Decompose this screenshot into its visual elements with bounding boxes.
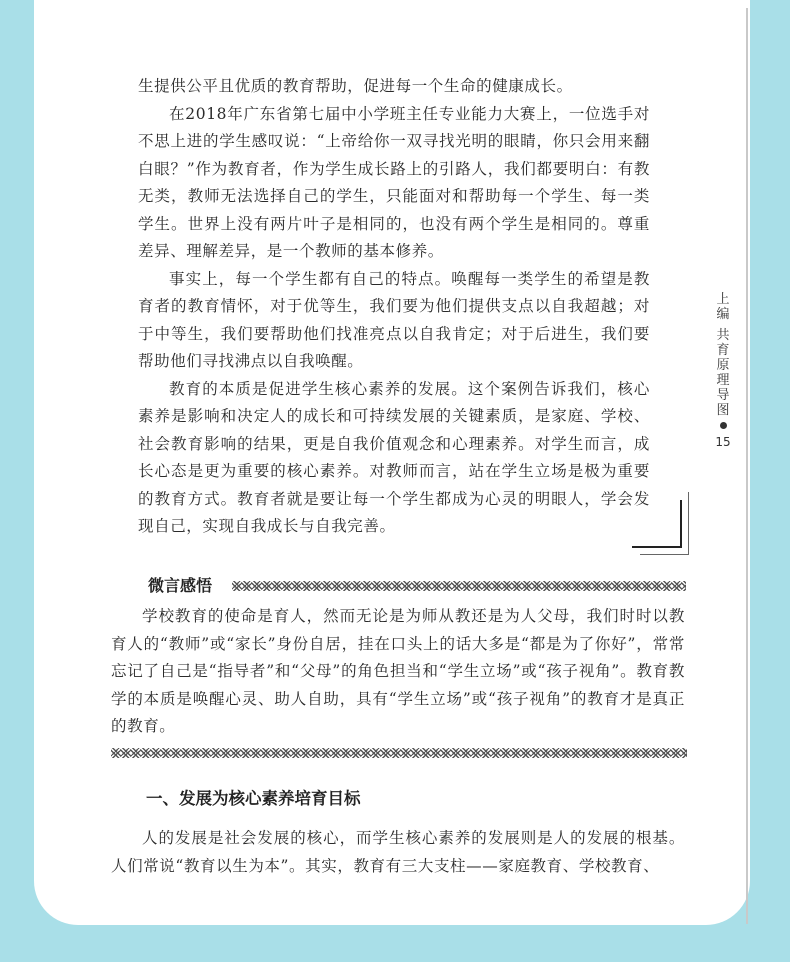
page-edge-line	[746, 8, 748, 924]
side-part-label: 上 编	[716, 292, 730, 322]
zigzag-divider-top	[232, 581, 686, 591]
weiyan-title: 微言感悟	[148, 576, 213, 595]
side-chapter-label: 共 育 原 理 导 图	[716, 328, 730, 418]
paragraph: 事实上，每一个学生都有自己的特点。唤醒每一类学生的希望是教育者的教育情怀，对于优等生，我们要为他们提供支点以自我超越；对于中等生，我们要帮助他们找准亮点以自我肯定；对于后进生，我们要帮助他们寻找沸点以自我唤醒。	[138, 269, 650, 370]
paragraph: 教育的本质是促进学生核心素养的发展。这个案例告诉我们，核心素养是影响和决定人的成长和可持续发展的关键素质，是家庭、学校、社会教育影响的结果，更是自我价值观念和心理素养。对学生而言，成长心态是更为重要的核心素养。对教师而言，站在学生立场是极为重要的教育方式。教育者就是要让每一个学生都成为心灵的明眼人，学会发现自己，实现自我成长与自我完善。	[138, 379, 650, 535]
paragraph: 在2018年广东省第七届中小学班主任专业能力大赛上，一位选手对不思上进的学生感叹说：“上帝给你一双寻找光明的眼睛，你只会用来翻白眼？”作为教育者，作为学生成长路上的引路人，我们都要明白：有教无类，教师无法选择自己的学生，只能面对和帮助每一个学生、每一类学生。世界上没有两片叶子是相同的，也没有两个学生是相同的。尊重差异、理解差异，是一个教师的基本修养。	[138, 104, 650, 260]
paragraph: 生提供公平且优质的教育帮助，促进每一个生命的健康成长。	[138, 77, 573, 95]
page-number: 15	[715, 435, 731, 449]
side-tab	[708, 292, 738, 450]
zigzag-divider-bottom	[111, 748, 687, 758]
section-heading: 一、发展为核心素养培育目标	[146, 789, 361, 808]
side-dot-icon	[720, 422, 727, 429]
weiyan-text-block	[111, 603, 685, 741]
weiyan-paragraph: 学校教育的使命是育人，然而无论是为师从教还是为人父母，我们时时以教育人的“教师”或“家长”身份自居，挂在口头上的话大多是“都是为了你好”，常常忘记了自己是“指导者”和“父母”的角色担当和“学生立场”或“孩子视角”。教育教学的本质是唤醒心灵、助人自助，具有“学生立场”或“孩子视角”的教育才是真正的教育。	[111, 607, 685, 735]
section-paragraph: 人的发展是社会发展的核心，而学生核心素养的发展则是人的发展的根基。人们常说“教育以生为本”。其实，教育有三大支柱——家庭教育、学校教育、	[111, 829, 685, 875]
main-text-block	[138, 73, 650, 541]
section-text-block	[111, 825, 685, 880]
corner-mark-outer	[640, 492, 689, 555]
